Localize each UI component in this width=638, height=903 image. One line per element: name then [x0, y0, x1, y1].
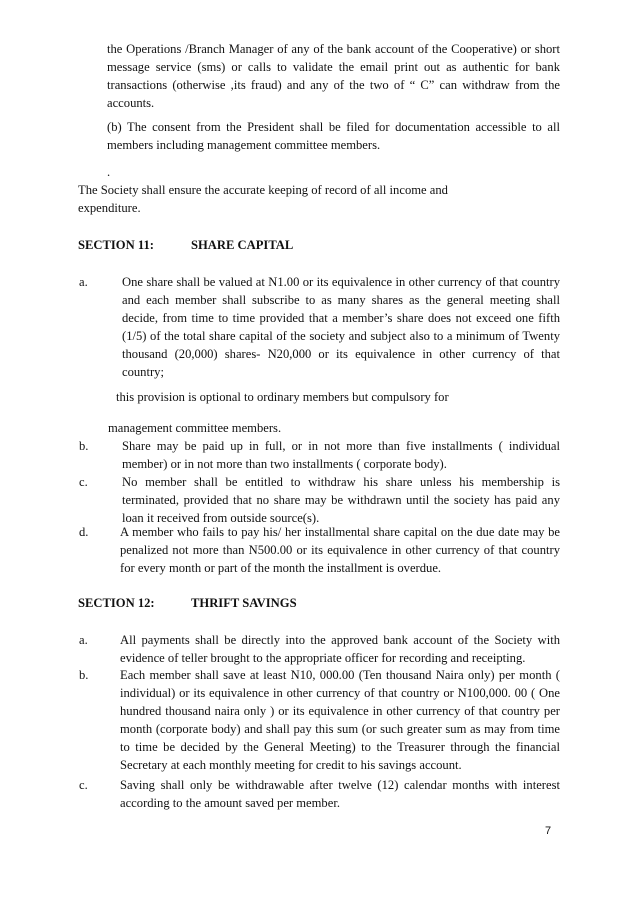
intro-item-b: (b) The consent from the President shall be filed for documentation accessible to all members including management committee members. — [107, 120, 560, 152]
s11-label-c: c. — [79, 475, 88, 489]
s12-item-c: Saving shall only be withdrawable after twelve (12) calendar months with interest according to the amount saved per member. — [120, 778, 560, 810]
s12-label-c: c. — [79, 778, 88, 792]
s11-label-b: b. — [79, 439, 89, 453]
section-11-number: SECTION 11: — [78, 238, 154, 252]
s12-label-b: b. — [79, 668, 89, 682]
intro-continuation: the Operations /Branch Manager of any of the bank account of the Cooperative) or short message service (sms) or calls to validate the email print out as authentic for bank transactions (otherwise ,its fraud) and any of the two of “ C” can withdraw from the accounts. — [107, 42, 560, 110]
s11-item-d: A member who fails to pay his/ her installmental share capital on the due date may be penalized not more than N500.00 or its equivalence in other currency of that country for every month or part of the month the installment is overdue. — [120, 525, 560, 575]
intro-dot: . — [107, 165, 111, 179]
section-11-title: SHARE CAPITAL — [191, 238, 294, 252]
s12-label-a: a. — [79, 633, 88, 647]
s11-item-b: Share may be paid up in full, or in not more than five installments ( individual member) or in not more than two installments ( corporate body). — [122, 439, 560, 471]
s11-label-d: d. — [79, 525, 89, 539]
page-number: 7 — [545, 825, 552, 837]
s11-label-a: a. — [79, 275, 88, 289]
s12-item-b: Each member shall save at least N10, 000.00 (Ten thousand Naira only) per month ( individual) or its equivalence in other currency of that country or N100,000. 00 ( One hundred thousand naira only ) or its equivalence in other currency of that country per month (corporate body) and shall pay this sum (or such greater sum as may from time to time be decided by the General Meeting) to the Treasurer through the financial Secretary at each monthly meeting for credit to his savings account. — [120, 668, 560, 772]
section-12-number: SECTION 12: — [78, 596, 155, 610]
s11-provision-line-2: management committee members. — [108, 421, 282, 435]
s11-provision-line-1: this provision is optional to ordinary members but compulsory for — [116, 390, 449, 404]
s11-item-a: One share shall be valued at N1.00 or its equivalence in other currency of that country and each member shall subscribe to as many shares as the general meeting shall decide, from time to time provided that a member’s share does not exceed one fifth (1/5) of the total share capital of the society and subject also to a minimum of Twenty thousand (20,000) shares- N20,000 or its equivalence in other currency of that country; — [122, 275, 560, 379]
records-paragraph: The Society shall ensure the accurate keeping of record of all income and expenditure. — [78, 183, 448, 215]
s12-item-a: All payments shall be directly into the approved bank account of the Society with evidence of teller brought to the appropriate officer for recording and receipting. — [120, 633, 560, 665]
s11-item-c: No member shall be entitled to withdraw his share unless his membership is terminated, provided that no share may be withdrawn until the society has paid any loan it received from outside source(s). — [122, 475, 560, 525]
section-12-title: THRIFT SAVINGS — [191, 596, 297, 610]
